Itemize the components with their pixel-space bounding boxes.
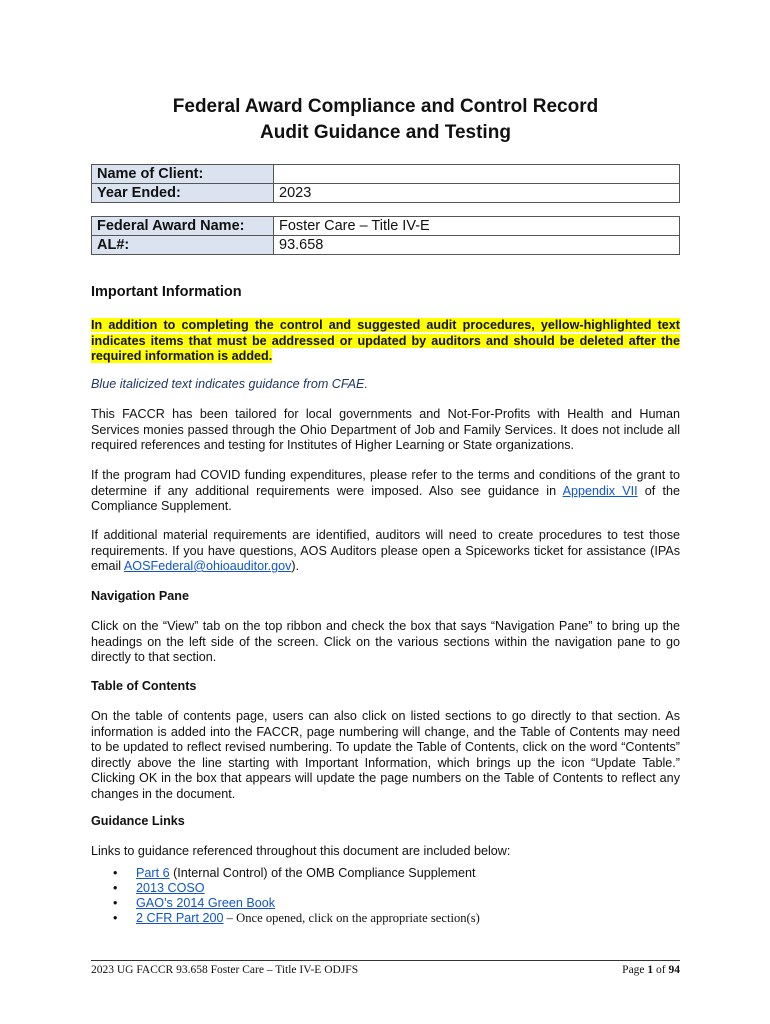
- bullet-icon: •: [113, 881, 118, 895]
- bullet-icon: •: [113, 896, 118, 910]
- award-name-label: Federal Award Name:: [92, 217, 274, 236]
- al-number-value: 93.658: [274, 236, 680, 255]
- footer-divider: [91, 960, 680, 961]
- document-title: [91, 94, 680, 146]
- client-info-table: [91, 164, 680, 203]
- highlighted-text: In addition to completing the control and suggested audit procedures, yellow-highlighted text indicates items that must be addressed or updated by auditors and should be deleted after the required information is added.: [91, 318, 680, 363]
- guidance-links-intro: Links to guidance referenced throughout this document are included below:: [91, 844, 511, 858]
- table-row: [92, 165, 680, 184]
- footer-page-number: [622, 964, 680, 976]
- title-line-2: Audit Guidance and Testing: [260, 122, 511, 143]
- cfr-part-200-link[interactable]: 2 CFR Part 200: [136, 911, 224, 925]
- current-page: 1: [647, 964, 654, 976]
- title-line-1: Federal Award Compliance and Control Record: [172, 96, 599, 117]
- highlighted-instructions: [91, 318, 680, 365]
- total-pages: 94: [668, 964, 680, 976]
- requirements-text-start: If additional material requirements are identified, auditors will need to create procedures to test those requirements. If you have questions, AOS Auditors please open a Spiceworks ticket for assistance (IPAs email: [91, 528, 680, 573]
- guidance-links-heading: Guidance Links: [91, 814, 185, 828]
- table-row: [92, 236, 680, 255]
- guidance-links-list: [91, 866, 480, 926]
- list-item: [91, 866, 480, 881]
- list-item: [91, 881, 480, 896]
- bullet-icon: •: [113, 911, 118, 925]
- navigation-pane-text: Click on the “View” tab on the top ribbon and check the box that says “Navigation Pane” to bring up the headings on the left side of the screen. Click on the various sections within the navigation pane to go directly to that section.: [91, 619, 680, 664]
- client-name-label: Name of Client:: [92, 165, 274, 184]
- award-info-table: [91, 216, 680, 255]
- list-item-text: – Once opened, click on the appropriate section(s): [223, 911, 480, 925]
- toc-text: On the table of contents page, users can also click on listed sections to go directly to that section. As information is added into the FACCR, page numbering will change, and the Table of Contents may need to be updated to reflect revised numbering. To update the Table of Contents, click on the word “Contents” directly above the line starting with Important Information, which brings up the icon “Update Table.” Clicking OK in the box that appears will update the page numbers on the Table of Contents to reflect any changes in the document.: [91, 709, 680, 801]
- appendix-vii-link[interactable]: Appendix VII: [562, 483, 638, 498]
- list-item-text: (Internal Control) of the OMB Compliance Supplement: [169, 866, 476, 880]
- covid-text-start: If the program had COVID funding expenditures, please refer to the terms and conditions of the grant to determine if any additional requirements were imposed. Also see guidance in: [91, 468, 680, 498]
- client-name-value: [274, 165, 680, 184]
- coso-2013-link[interactable]: 2013 COSO: [136, 881, 205, 895]
- covid-text-end: of the Compliance Supplement.: [91, 483, 680, 513]
- list-item: [91, 911, 480, 926]
- aos-federal-email-link[interactable]: AOSFederal@ohioauditor.gov: [123, 559, 292, 573]
- paragraph-additional-requirements: [91, 528, 680, 575]
- table-row: [92, 184, 680, 203]
- paragraph-covid: [91, 468, 680, 515]
- important-heading: Important Information: [91, 284, 242, 300]
- paragraph-tailored: This FACCR has been tailored for local governments and Not-For-Profits with Health and Human Services monies passed through the Ohio Department of Job and Family Services. It does not include all required references and testing for Institutes of Higher Learning or State organizations.: [91, 407, 680, 452]
- toc-heading: Table of Contents: [91, 679, 197, 693]
- page-word: Page: [622, 964, 648, 976]
- navigation-pane-heading: Navigation Pane: [91, 589, 189, 603]
- year-ended-label: Year Ended:: [92, 184, 274, 203]
- al-number-label: AL#:: [92, 236, 274, 255]
- award-name-value: Foster Care – Title IV-E: [274, 217, 680, 236]
- part-6-link[interactable]: Part 6: [136, 866, 170, 880]
- of-word: of: [653, 964, 669, 976]
- blue-guidance-note: Blue italicized text indicates guidance from CFAE.: [91, 377, 368, 391]
- gao-green-book-link[interactable]: GAO’s 2014 Green Book: [136, 896, 276, 910]
- footer-document-id: 2023 UG FACCR 93.658 Foster Care – Title IV-E ODJFS: [91, 964, 359, 976]
- table-row: [92, 217, 680, 236]
- bullet-icon: •: [113, 866, 118, 880]
- list-item: [91, 896, 480, 911]
- year-ended-value: 2023: [274, 184, 680, 203]
- requirements-text-end: ).: [291, 559, 300, 573]
